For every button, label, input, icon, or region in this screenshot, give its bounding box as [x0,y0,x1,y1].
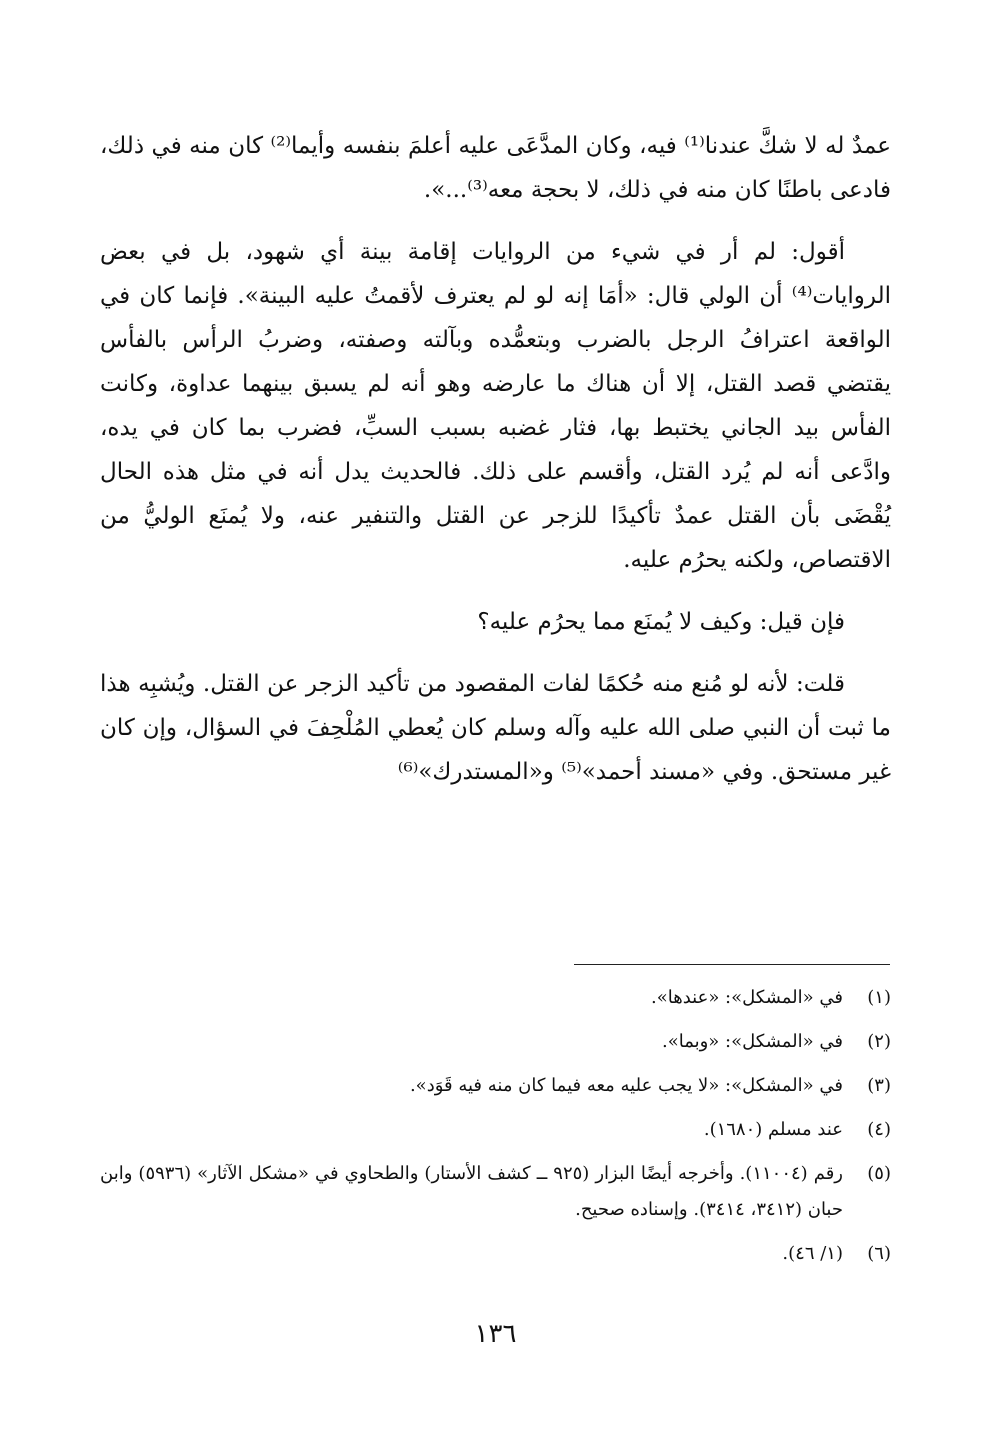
main-body-text [100,124,891,812]
footnote-number: (٢) [867,1031,891,1052]
page-number: ١٣٦ [474,1319,517,1349]
footnote-separator-rule [574,964,890,965]
footnote-number: (٦) [867,1243,891,1264]
footnote-number: (٣) [867,1075,891,1096]
footnote-6 [100,1236,891,1272]
footnote-text: في «المشكل»: «عندها». [650,987,843,1008]
body-paragraph-4: قلت: لأنه لو مُنع منه حُكمًا لفات المقصود من تأكيد الزجر عن القتل. ويُشبِه هذا ما ثبت أن النبي صلى الله عليه وآله وسلم كان يُعطي المُلْحِفَ في السؤال، وإن كان غير مستحق. وفي «مسند أحمد»⁽⁵⁾ و«المستدرك»⁽⁶⁾ [100,671,891,785]
footnote-3 [100,1068,891,1104]
footnote-4 [100,1112,891,1148]
footnote-number: (٥) [867,1163,891,1184]
body-paragraph-3: فإن قيل: وكيف لا يُمنَع مما يحرُم عليه؟ [477,609,845,635]
footnote-number: (٤) [867,1119,891,1140]
footnote-5 [100,1156,891,1228]
footnote-text: في «المشكل»: «لا يجب عليه معه فيما كان منه فيه قَوَد». [409,1075,843,1096]
footnote-1 [100,980,891,1016]
footnote-2 [100,1024,891,1060]
footnote-number: (١) [867,987,891,1008]
body-paragraph-2: أقول: لم أر في شيء من الروايات إقامة بينة أي شهود، بل في بعض الروايات⁽⁴⁾ أن الولي قال: «أمَا إنه لو لم يعترف لأقمتُ عليه البينة». فإنما كان في الواقعة اعترافُ الرجل بالضرب وبتعمُّده وبآلته وصفته، وضربُ الرأس بالفأس يقتضي قصد القتل، إلا أن هناك ما عارضه وهو أنه لم يسبق بينهما عداوة، وكانت الفأس بيد الجاني يختبط بها، فثار غضبه بسبب السبِّ، فضرب بما كان في يده، وادَّعى أنه لم يُرد القتل، وأقسم على ذلك. فالحديث يدل أنه في مثل هذه الحال يُقْضَى بأن القتل عمدٌ تأكيدًا للزجر عن القتل والتنفير عنه، ولا يُمنَع الوليُّ من الاقتصاص، ولكنه يحرُم عليه. [100,239,891,573]
footnote-text: (١/ ٤٦). [782,1243,843,1264]
body-paragraph-1: عمدٌ له لا شكَّ عندنا⁽¹⁾ فيه، وكان المدَّعَى عليه أعلمَ بنفسه وأيما⁽²⁾ كان منه في ذلك، فادعى باطنًا كان منه في ذلك، لا بحجة معه⁽³⁾...». [100,133,891,203]
footnotes-section [100,980,891,1280]
footnote-text: عند مسلم (١٦٨٠). [703,1119,843,1140]
footnote-text: في «المشكل»: «وبما». [661,1031,843,1052]
footnote-text: رقم (١١٠٠٤). وأخرجه أيضًا البزار (٩٢٥ ــ كشف الأستار) والطحاوي في «مشكل الآثار» (٥٩٣٦) وابن حبان (٣٤١٢، ٣٤١٤). وإسناده صحيح. [100,1163,843,1220]
